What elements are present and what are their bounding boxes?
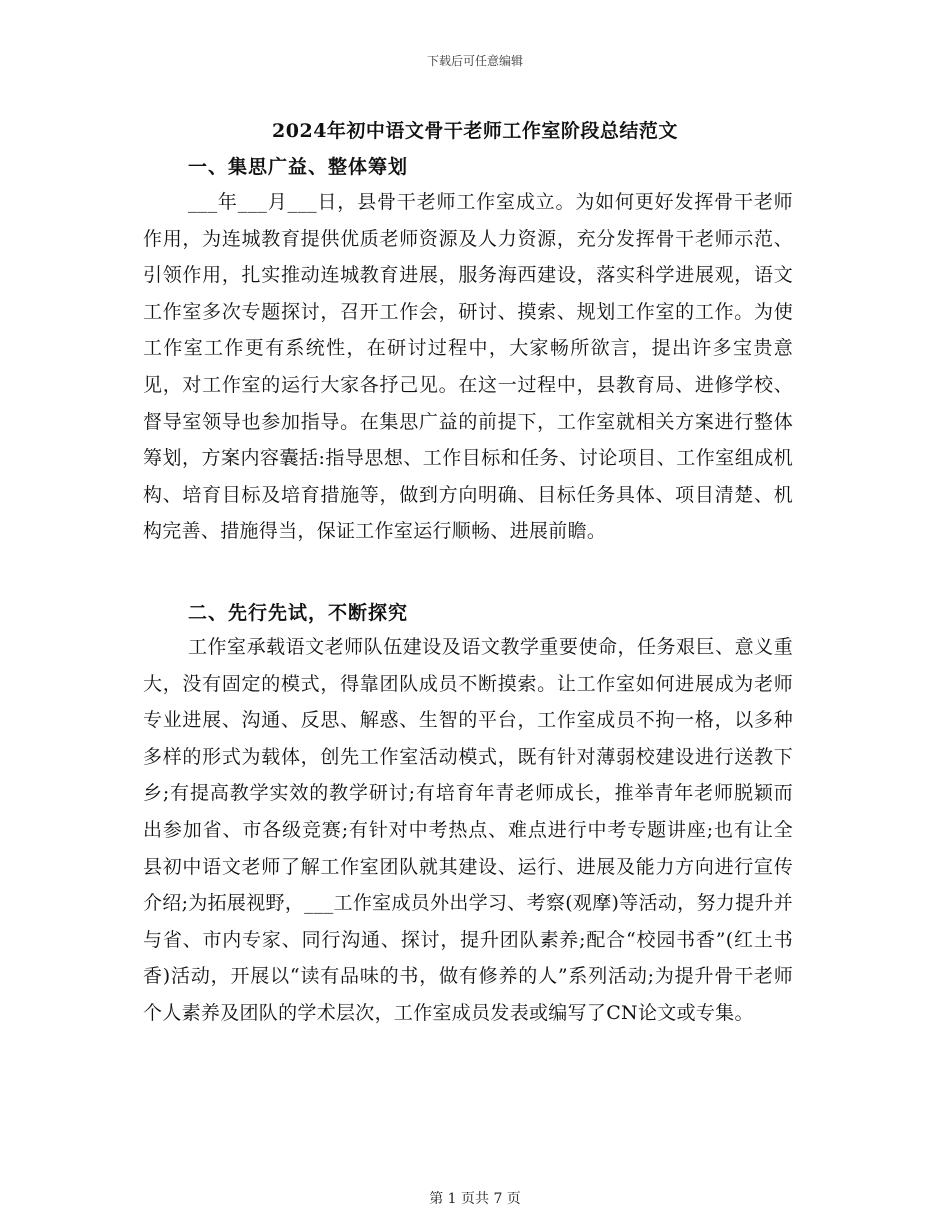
header-note: 下载后可任意编辑	[426, 54, 523, 68]
section-paragraph-1: ___年___月___日，县骨干老师工作室成立。为如何更好发挥骨干老师作用，为连城教育提供优质老师资源及人力资源，充分发挥骨干老师示范、引领作用，扎实推动连城教育进展，服务海西建设，落实科学进展观，语文工作室多次专题探讨，召开工作会，研讨、摸索、规划工作室的工作。为使工作室工作更有系统性，在研讨过程中，大家畅所欲言，提出许多宝贵意见，对工作室的运行大家各抒己见。在这一过程中，县教育局、进修学校、督导室领导也参加指导。在集思广益的前提下，工作室就相关方案进行整体筹划，方案内容囊括:指导思想、工作目标和任务、讨论项目、工作室组成机构、培育目标及培育措施等，做到方向明确、目标任务具体、项目清楚、机构完善、措施得当，保证工作室运行顺畅、进展前瞻。	[143, 191, 793, 543]
section-paragraph-2: 工作室承载语文老师队伍建设及语文教学重要使命，任务艰巨、意义重大，没有固定的模式，得靠团队成员不断摸索。让工作室如何进展成为老师专业进展、沟通、反思、解惑、生智的平台，工作室成员不拘一格，以多种多样的形式为载体，创先工作室活动模式，既有针对薄弱校建设进行送教下乡;有提高教学实效的教学研讨;有培育年青老师成长，推举青年老师脱颖而出参加省、市各级竞赛;有针对中考热点、难点进行中考专题讲座;也有让全县初中语文老师了解工作室团队就其建设、运行、进展及能力方向进行宣传介绍;为拓展视野，___工作室成员外出学习、考察(观摩)等活动，努力提升并与省、市内专家、同行沟通、探讨，提升团队素养;配合“校园书香”(红土书香)活动，开展以“读有品味的书，做有修养的人”系列活动;为提升骨干老师个人素养及团队的学术层次，工作室成员发表或编写了CN论文或专集。	[143, 636, 793, 1024]
page-footer: 第 1 页共 7 页	[429, 1191, 521, 1207]
section-heading-2: 二、先行先试，不断探究	[188, 602, 409, 624]
document-title: 2024年初中语文骨干老师工作室阶段总结范文	[272, 120, 678, 142]
section-heading-1: 一、集思广益、整体筹划	[188, 156, 409, 178]
